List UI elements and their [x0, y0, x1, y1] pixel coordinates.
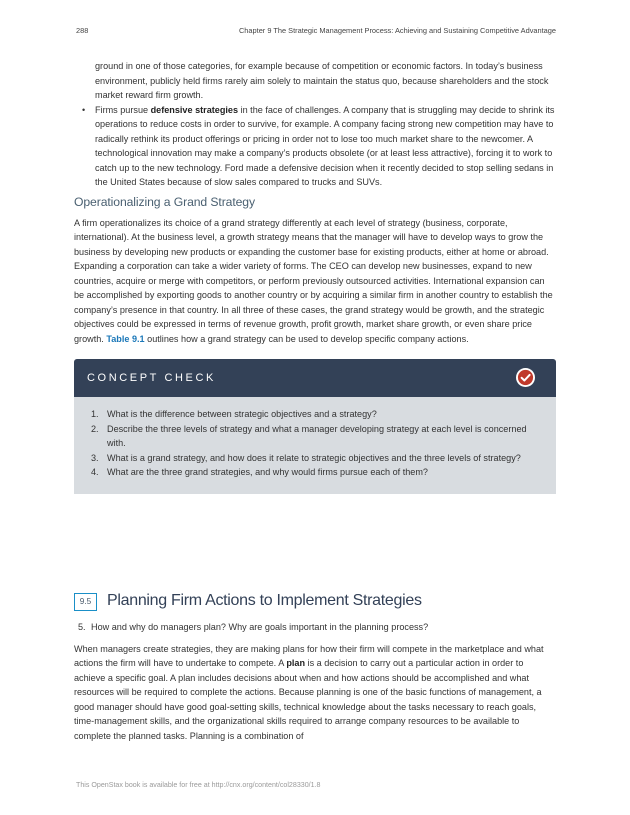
section-content — [74, 620, 556, 743]
objective-text: How and why do managers plan? Why are goals important in the planning process? — [91, 622, 429, 632]
concept-check-title: CONCEPT CHECK — [87, 372, 216, 384]
section-number-badge: 9.5 — [74, 593, 97, 611]
bullet-text-pre: Firms pursue — [95, 104, 151, 115]
bullet-term: defensive strategies — [150, 104, 239, 115]
question-item — [91, 451, 536, 466]
question-item — [91, 407, 536, 422]
section-title: Planning Firm Actions to Implement Strategies — [107, 592, 422, 609]
paragraph-text-pre: A firm operationalizes its choice of a grand strategy differently at each level of strategy (business, corporate, international). At the business level, a growth strategy means that the manager will have to develop ways to grow the business by developing new products or expanding the customer base for existing products, either at home or abroad. Expanding a corporation can take a wider variety of forms. The CEO can develop new businesses, expand to new countries, acquire or merge with competitors, or perform previously outsourced activities. International expansion can be accomplished by exporting goods to another country or by acquiring a similar firm in another country to establish the company’s presence in that country. In all three of these cases, the grand strategy would be growth, and the strategic objectives could be expressed in terms of revenue growth, profit growth, market share growth, or even share price growth. — [74, 217, 553, 344]
question-text: What is a grand strategy, and how does it relate to strategic objectives and the three levels of strategy? — [107, 452, 521, 463]
concept-check-header — [74, 359, 556, 397]
concept-check-box — [74, 359, 556, 494]
question-number: 3. — [91, 452, 99, 463]
page-number: 288 — [76, 26, 89, 35]
question-item — [91, 422, 536, 451]
page-footer: This OpenStax book is available for free at http://cnx.org/content/col28330/1.8 — [76, 781, 321, 789]
checkmark-icon — [516, 368, 535, 387]
objective-number: 5. — [78, 622, 86, 632]
planning-term: plan — [286, 658, 306, 668]
question-number: 4. — [91, 467, 99, 477]
planning-paragraph — [74, 642, 556, 744]
subsection-heading: Operationalizing a Grand Strategy — [74, 194, 255, 209]
main-content — [74, 59, 556, 494]
running-header: Chapter 9 The Strategic Management Process: Achieving and Sustaining Competitive Advantage — [238, 26, 556, 35]
planning-text-post: is a decision to carry out a particular action in order to achieve a specific goal. A plan includes decisions about when and how actions should be accomplished and what resources will be required to complete the actions. Because planning is one of the basic functions of management, a good manager should have good goal-setting skills, technical knowledge about the tasks necessary to reach goals, time-management skills, and the organizational skills required to arrange company resources to be available to complete the planned tasks. Planning is a combination of — [74, 658, 542, 741]
bullet-text-post: in the face of challenges. A company that is struggling may decide to shrink its operations to reduce costs in order to survive, for example. A company facing strong new competition may have to radically rethink its product offerings or pricing in order not to lose too much market share to the newcomer. A technological innovation may make a company’s products obsolete (or at least less attractive), forcing it to work to catch up to the new technology. Ford made a defensive decision when it recently decided to stop selling sedans in the United States because of slow sales compared to trucks and SUVs. — [95, 104, 555, 187]
question-text: What are the three grand strategies, and why would firms pursue each of them? — [107, 467, 428, 477]
grand-strategy-paragraph — [74, 216, 556, 347]
learning-objective — [74, 620, 556, 635]
section-heading — [74, 592, 556, 614]
concept-check-questions — [74, 397, 556, 494]
question-number: 2. — [91, 423, 99, 434]
continued-paragraph: ground in one of those categories, for example because of competition or economic factors. In today’s business environment, publicly held firms rarely aim solely to maintain the status quo, because shareholders and the stock market reward firm growth. — [95, 61, 549, 100]
paragraph-text-post: outlines how a grand strategy can be used to develop specific company actions. — [144, 333, 469, 344]
question-number: 1. — [91, 409, 99, 419]
question-item — [91, 465, 536, 480]
table-link[interactable]: Table 9.1 — [106, 333, 145, 344]
bullet-icon: • — [82, 104, 86, 115]
planning-text-pre: When managers create strategies, they are making plans for how their firm will compete in the marketplace and what actions the firm will have to undertake to compete. A — [74, 643, 544, 668]
bullet-defensive-strategies — [74, 103, 556, 190]
question-text: What is the difference between strategic objectives and a strategy? — [107, 409, 377, 419]
question-text: Describe the three levels of strategy and what a manager developing strategy at each level is concerned with. — [107, 423, 527, 448]
